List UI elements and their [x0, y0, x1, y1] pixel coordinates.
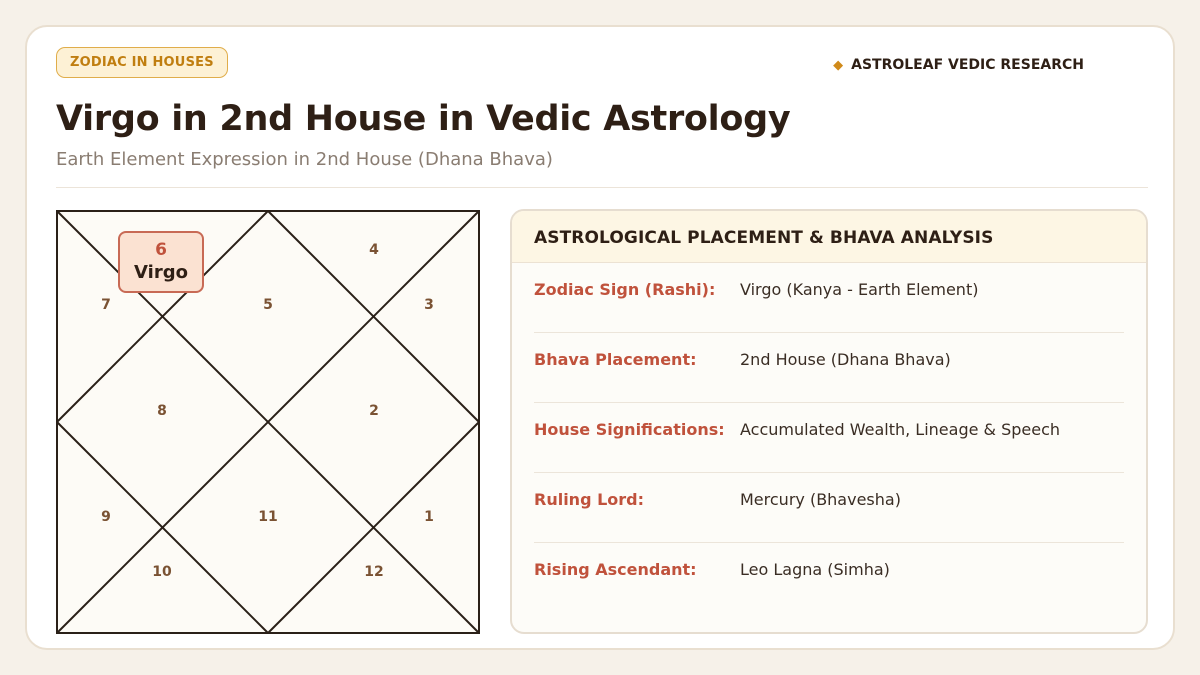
house-number: 5 [263, 297, 273, 313]
highlighted-house-number: 6 [155, 240, 167, 260]
house-number: 10 [152, 564, 172, 580]
row-value: 2nd House (Dhana Bhava) [740, 350, 951, 369]
house-number: 1 [424, 509, 434, 525]
analysis-row-ruling-lord [534, 473, 1124, 543]
analysis-row-bhava-placement [534, 333, 1124, 403]
category-badge: ZODIAC IN HOUSES [56, 47, 228, 78]
row-label: Bhava Placement: [534, 350, 697, 369]
analysis-row-zodiac-sign [534, 263, 1124, 333]
highlighted-house [118, 231, 204, 293]
house-number: 12 [364, 564, 384, 580]
infographic-card [25, 25, 1175, 650]
row-label: Rising Ascendant: [534, 560, 697, 579]
analysis-row-rising-ascendant [534, 543, 1124, 613]
highlighted-house-sign: Virgo [134, 262, 188, 283]
house-number: 4 [369, 242, 379, 258]
panel-heading: ASTROLOGICAL PLACEMENT & BHAVA ANALYSIS [512, 211, 1146, 263]
house-number: 2 [369, 403, 379, 419]
diamond-icon: ◆ [833, 57, 844, 73]
divider [56, 187, 1148, 188]
row-label: House Significations: [534, 420, 725, 439]
house-number: 3 [424, 297, 434, 313]
analysis-rows [512, 263, 1146, 613]
row-value: Leo Lagna (Simha) [740, 560, 890, 579]
row-value: Virgo (Kanya - Earth Element) [740, 280, 979, 299]
house-number: 8 [157, 403, 167, 419]
page-subtitle: Earth Element Expression in 2nd House (Dhana Bhava) [56, 149, 553, 170]
house-number: 7 [101, 297, 111, 313]
analysis-row-house-significations [534, 403, 1124, 473]
house-number: 11 [258, 509, 278, 525]
page-title: Virgo in 2nd House in Vedic Astrology [56, 99, 791, 139]
row-label: Zodiac Sign (Rashi): [534, 280, 716, 299]
brand [833, 57, 1084, 73]
house-number: 9 [101, 509, 111, 525]
row-label: Ruling Lord: [534, 490, 645, 509]
row-value: Mercury (Bhavesha) [740, 490, 901, 509]
placement-analysis-panel [510, 209, 1148, 634]
brand-name: ASTROLEAF VEDIC RESEARCH [851, 57, 1084, 73]
row-value: Accumulated Wealth, Lineage & Speech [740, 420, 1061, 439]
